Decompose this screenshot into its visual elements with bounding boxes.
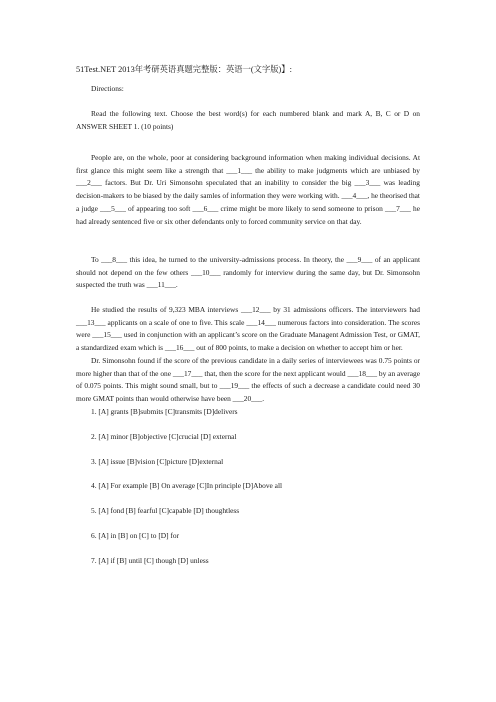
- passage-paragraph-4: Dr. Simonsohn found if the score of the previous candidate in a daily series of interviewees was 0.75 points or more higher than that of the one ___17___ that, then the score for the next applicant would ___18___ by an average of 0.075 points. This might sound small, but to ___19___ the effects of such a decrease a candidate could need 30 more GMAT points than would otherwise have been ___20___.: [76, 356, 420, 404]
- answer-option: 2. [A] minor [B]objective [C]crucial [D] external: [91, 431, 237, 441]
- answer-option: 3. [A] issue [B]vision [C]picture [D]external: [91, 456, 224, 466]
- answer-option: 7. [A] if [B] until [C] though [D] unless: [91, 555, 209, 565]
- instructions-text: Read the following text. Choose the best word(s) for each numbered blank and mark A, B, C or D on ANSWER SHEET 1. (10 points): [76, 109, 420, 131]
- answer-option: 4. [A] For example [B] On average [C]In principle [D]Above all: [91, 481, 283, 491]
- answer-options-list: [91, 400, 282, 574]
- directions-label: Directions:: [91, 84, 124, 93]
- answer-option: 1. [A] grants [B]submits [C]transmits [D]delivers: [91, 407, 238, 416]
- answer-option: 5. [A] fond [B] fearful [C]capable [D] thoughtless: [91, 506, 240, 516]
- passage-paragraph-2: To ___8___ this idea, he turned to the university-admissions process. In theory, the ___9___ of an applicant should not depend on the few others ___10___ randomly for interview during the same day, but Dr. Simonsohn suspected the truth was ___11___.: [76, 255, 420, 290]
- document-title: 51Test.NET 2013年考研英语真题完整版：英语一(文字版)】:: [76, 65, 292, 74]
- answer-option: 6. [A] in [B] on [C] to [D] for: [91, 530, 180, 540]
- passage-paragraph-1: People are, on the whole, poor at considering background information when making individual decisions. At first glance this might seem like a strength that ___1___ the ability to make judgments which are unbiased by ___2___ factors. But Dr. Uri Simonsohn speculated that an inability to consider the big ___3___ was leading decision-makers to be biased by the daily samles of information they were working with. ___4___, he theorised that a judge ___5___ of appearing too soft ___6___ crime might be more likely to send someone to prison ___7___ he had already sentenced five or six other defendants only to forced community service on that day.: [76, 153, 420, 226]
- passage-paragraph-3: He studied the results of 9,323 MBA interviews ___12___ by 31 admissions officers. The interviewers had ___13___ applicants on a scale of one to five. This scale ___14___ numerous factors into consideration. The scores were ___15___ used in conjunction with an applicant’s score on the Graduate Managent Admission Test, or GMAT, a standardized exam which is ___16___ out of 800 points, to make a decision on whether to accept him or her.: [76, 305, 420, 353]
